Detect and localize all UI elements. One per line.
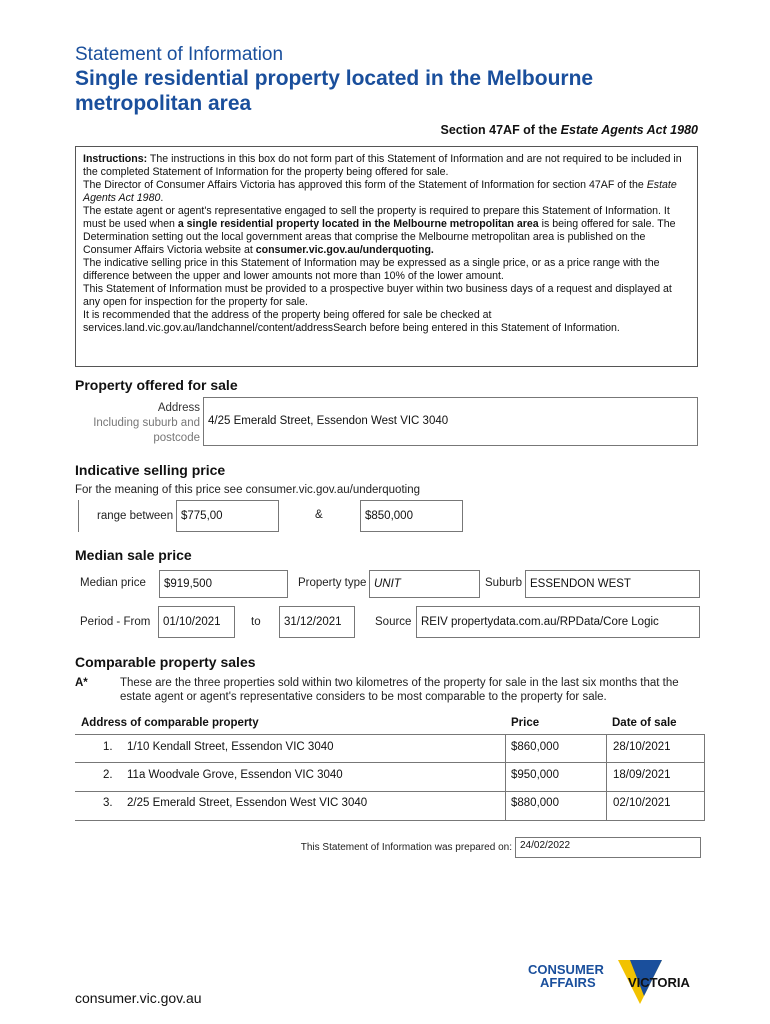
row-1-date[interactable]: 28/10/2021	[613, 741, 671, 753]
logo-line-1: CONSUMER	[528, 962, 604, 977]
instructions-p3-bold: a single residential property located in the Melbourne metropolitan area	[177, 218, 539, 230]
underquoting-link[interactable]: consumer.vic.gov.au/underquoting.	[255, 244, 434, 256]
period-from-value: 01/10/2021	[163, 616, 221, 628]
instructions-p2-end: .	[160, 192, 164, 204]
median-price-label: Median price	[80, 577, 146, 589]
period-to-label: to	[251, 616, 261, 628]
row-2-date[interactable]: 18/09/2021	[613, 769, 671, 781]
indicative-heading: Indicative selling price	[75, 462, 226, 478]
footer-website[interactable]: consumer.vic.gov.au	[75, 990, 202, 1006]
address-label-1: Address	[157, 402, 200, 414]
col-date-header: Date of sale	[612, 717, 677, 729]
instructions-p4: The indicative selling price in this Statement of Information may be expressed as a single price, or as a price range with the difference between the upper and lower amounts not more than 10% of the lower amount.	[83, 257, 660, 282]
instructions-p2-act: Estate Agents Act 1980	[83, 179, 677, 204]
price-high-value: $850,000	[365, 510, 413, 522]
comparable-table	[75, 734, 705, 820]
row-2-number: 2.	[103, 769, 113, 781]
comparable-description: These are the three properties sold within two kilometres of the property for sale in the last six months that the estate agent or agent's representative considers to be most comparable to the property for sale.	[120, 677, 679, 703]
prepared-label: This Statement of Information was prepared on:	[300, 842, 512, 853]
suburb-field[interactable]	[525, 570, 700, 598]
period-to-field[interactable]	[279, 606, 355, 638]
property-heading: Property offered for sale	[75, 377, 238, 393]
median-heading: Median sale price	[75, 547, 192, 563]
address-field[interactable]	[203, 397, 698, 446]
row-1-price[interactable]: $860,000	[511, 741, 559, 753]
price-high-field[interactable]	[360, 500, 463, 532]
col-price-header: Price	[511, 717, 540, 729]
row-3-price[interactable]: $880,000	[511, 797, 559, 809]
period-from-field[interactable]	[158, 606, 235, 638]
period-to-value: 31/12/2021	[284, 616, 342, 628]
address-label-2: Including suburb and	[93, 417, 200, 429]
instructions-p3-a: The estate agent or agent's representative engaged to sell the property is required to prepare this Statement of Information. It must be used when	[83, 205, 670, 230]
price-low-field[interactable]	[176, 500, 279, 532]
address-label	[75, 401, 200, 446]
section-act: Estate Agents Act 1980	[560, 123, 698, 137]
row-3-date[interactable]: 02/10/2021	[613, 797, 671, 809]
period-from-label: Period - From	[80, 616, 151, 628]
address-value: 4/25 Emerald Street, Essendon West VIC 3040	[208, 415, 449, 427]
property-type-label: Property type	[298, 577, 367, 589]
document-title: Single residential property located in the Melbourne metropolitan area	[75, 67, 594, 115]
comparable-heading: Comparable property sales	[75, 654, 256, 670]
suburb-label: Suburb	[485, 577, 523, 589]
instructions-box	[75, 146, 698, 367]
logo-line-2: AFFAIRS	[540, 975, 596, 990]
comparable-option: A*	[75, 677, 88, 689]
instructions-p6: It is recommended that the address of the property being offered for sale be checked at services.land.vic.gov.au/landchannel/content/addressSearch before being entered in this Statement of Information.	[83, 309, 620, 334]
source-field[interactable]	[416, 606, 700, 638]
document-subtitle: Statement of Information	[75, 44, 284, 65]
instructions-p5: This Statement of Information must be provided to a prospective buyer within two business days of a request and displayed at any open for inspection for the property for sale.	[83, 283, 672, 308]
instructions-p3-b: is being offered for sale. The Determination setting out the local government areas that comprise the Melbourne metropolitan area is published on the Consumer Affairs Victoria website at	[83, 218, 676, 256]
range-marker	[78, 500, 79, 532]
indicative-note: For the meaning of this price see consumer.vic.gov.au/underquoting	[75, 484, 420, 496]
row-3-number: 3.	[103, 797, 113, 809]
source-value: REIV propertydata.com.au/RPData/Core Logic	[421, 616, 659, 628]
price-low-value: $775,00	[181, 510, 223, 522]
range-label: range between	[97, 510, 174, 522]
instructions-label: Instructions:	[83, 153, 148, 165]
address-label-3: postcode	[153, 432, 200, 444]
row-1-number: 1.	[103, 741, 113, 753]
row-2-price[interactable]: $950,000	[511, 769, 559, 781]
prepared-date-field[interactable]	[515, 837, 701, 858]
consumer-affairs-victoria-logo	[528, 960, 703, 1008]
median-price-field[interactable]	[159, 570, 288, 598]
section-reference	[380, 123, 698, 137]
instructions-p2: The Director of Consumer Affairs Victoria has approved this form of the Statement of Information for section 47AF of the	[83, 179, 647, 191]
row-3-address[interactable]: 2/25 Emerald Street, Essendon West VIC 3040	[127, 797, 368, 809]
prepared-date-value: 24/02/2022	[520, 840, 571, 851]
section-prefix: Section 47AF of the	[440, 123, 561, 137]
source-label: Source	[375, 616, 412, 628]
property-type-value: UNIT	[374, 578, 401, 590]
logo-line-3: VICTORIA	[628, 975, 690, 990]
row-1-address[interactable]: 1/10 Kendall Street, Essendon VIC 3040	[127, 741, 334, 753]
instructions-p1: The instructions in this box do not form part of this Statement of Information and are not required to be included in the completed Statement of Information for the property being offered for sale.	[83, 153, 682, 178]
col-address-header: Address of comparable property	[81, 717, 259, 729]
property-type-field[interactable]	[369, 570, 480, 598]
median-price-value: $919,500	[164, 578, 212, 590]
row-2-address[interactable]: 11a Woodvale Grove, Essendon VIC 3040	[127, 769, 343, 781]
range-ampersand: &	[315, 509, 323, 521]
suburb-value: ESSENDON WEST	[530, 578, 631, 590]
